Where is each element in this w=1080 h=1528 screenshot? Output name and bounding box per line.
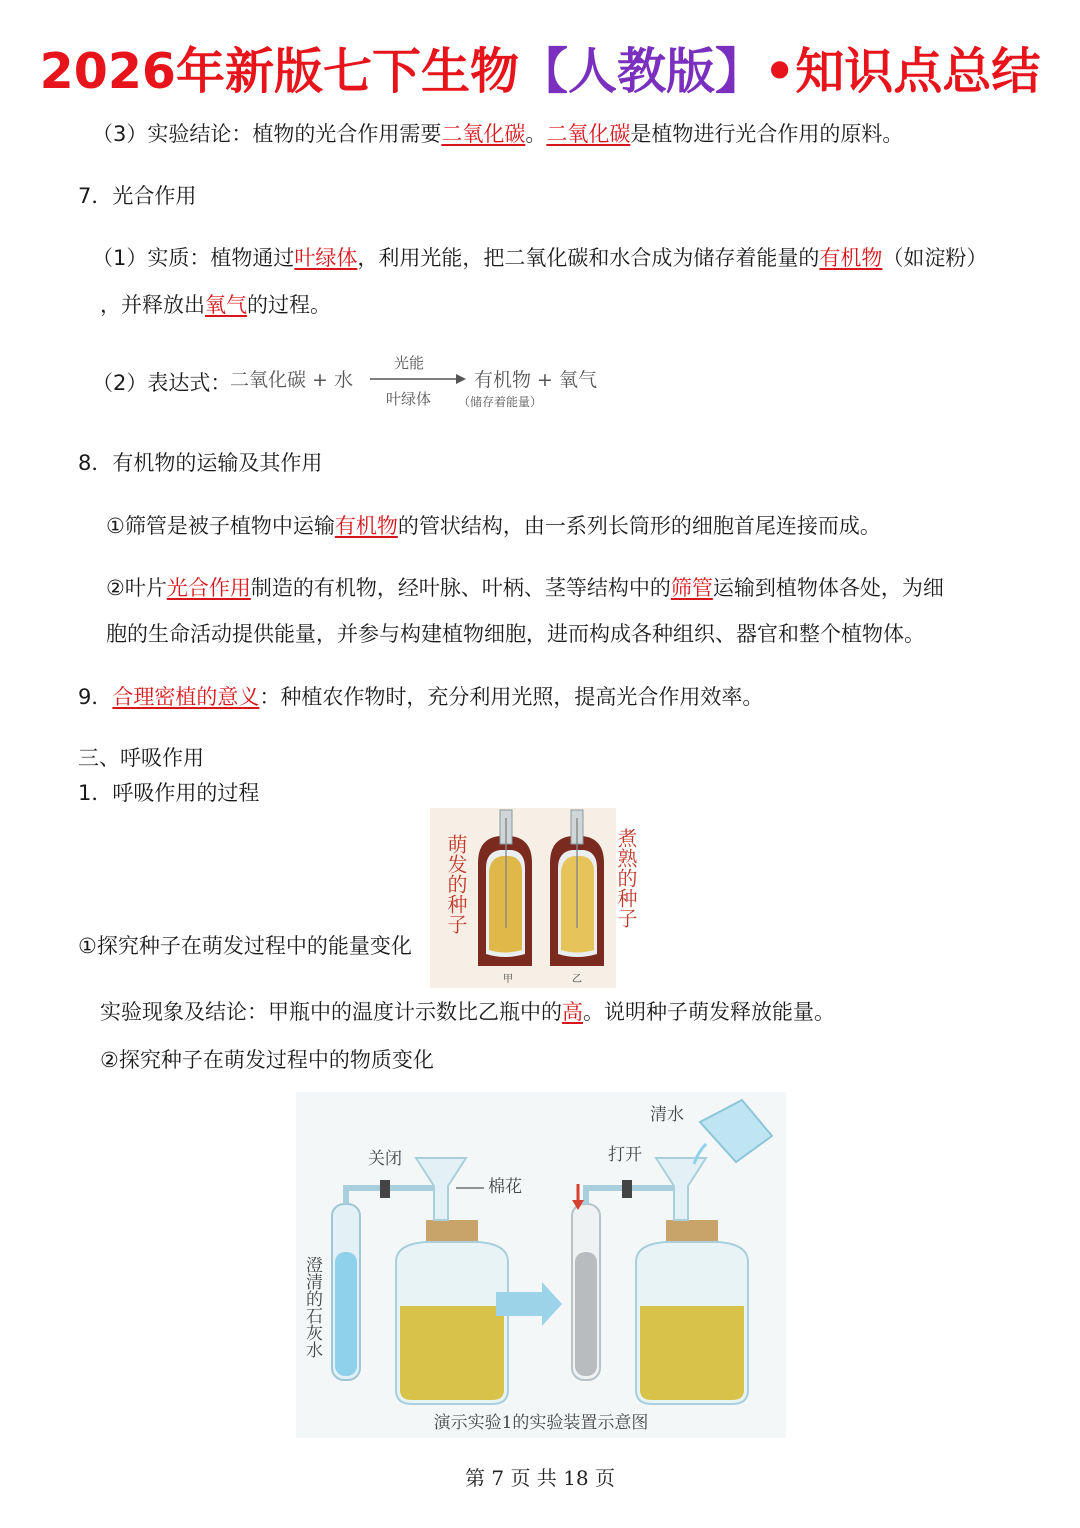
page-number: 第 7 页 共 18 页	[465, 1466, 615, 1490]
formula-condition-chloroplast: 叶绿体	[386, 390, 432, 408]
formula-note: （储存着能量）	[458, 395, 543, 409]
formula-reactants: 二氧化碳 + 水	[230, 369, 353, 391]
label-closed: 关闭	[368, 1149, 402, 1169]
cork-left	[426, 1220, 478, 1244]
part3-subheading: 1．呼吸作用的过程	[78, 781, 260, 805]
keyword: 光合作用	[166, 576, 251, 600]
section9: 9．合理密植的意义：种植农作物时，充分利用光照，提高光合作用效率。	[78, 685, 764, 709]
keyword: 有机物	[334, 514, 398, 538]
seeds-right	[640, 1306, 744, 1400]
keyword: 二氧化碳	[441, 122, 526, 146]
page-title	[0, 36, 1080, 108]
figure-caption: 演示实验1的实验装置示意图	[433, 1413, 649, 1433]
keyword: 合理密植的意义	[112, 685, 260, 709]
experiment1-title: ①探究种子在萌发过程中的能量变化	[78, 934, 412, 958]
bottle-b-label: 乙	[572, 974, 582, 985]
label-germinating-seeds: 萌发的种子	[444, 834, 468, 934]
bottle-a-label: 甲	[503, 974, 513, 985]
label-opened: 打开	[608, 1145, 642, 1165]
part3-heading: 三、呼吸作用	[78, 746, 204, 770]
experiment1-result: 实验现象及结论：甲瓶中的温度计示数比乙瓶中的高。说明种子萌发释放能量。	[100, 1000, 835, 1024]
photosynthesis-formula	[226, 344, 626, 416]
section7-essence-cont: ，并释放出氧气的过程。	[100, 293, 331, 317]
apparatus-figure	[296, 1092, 786, 1438]
valve-open	[622, 1180, 632, 1198]
formula-label: （2）表达式：	[92, 371, 232, 395]
seeds-left	[400, 1306, 504, 1400]
title-part-1: 2026年新版七下生物	[39, 43, 520, 100]
section8-point2: ②叶片光合作用制造的有机物，经叶脉、叶柄、茎等结构中的筛管运输到植物体各处，为细	[106, 576, 944, 600]
keyword: 氧气	[205, 293, 247, 317]
label-lime-water: 澄清的石灰水	[302, 1256, 322, 1358]
lime-water-right	[575, 1252, 597, 1376]
keyword: 叶绿体	[294, 246, 358, 270]
formula-products: 有机物 + 氧气	[474, 369, 597, 391]
formula-condition-light: 光能	[394, 354, 425, 372]
section7-essence: （1）实质：植物通过叶绿体，利用光能，把二氧化碳和水合成为储存着能量的有机物（如淀粉）	[92, 246, 988, 270]
label-water: 清水	[650, 1105, 684, 1125]
section6-conclusion: （3）实验结论：植物的光合作用需要二氧化碳。二氧化碳是植物进行光合作用的原料。	[92, 122, 904, 146]
title-part-2: 【人教版】	[519, 43, 765, 100]
lime-water-left	[335, 1252, 357, 1376]
label-cooked-seeds: 煮熟的种子	[614, 828, 638, 928]
section8-point2-cont: 胞的生命活动提供能量，并参与构建植物细胞，进而构成各种组织、器官和整个植物体。	[106, 622, 925, 646]
valve-closed	[380, 1180, 390, 1198]
formula-arrow-head	[456, 374, 466, 384]
keyword: 二氧化碳	[546, 122, 631, 146]
keyword: 筛管	[670, 576, 713, 600]
keyword: 有机物	[819, 246, 883, 270]
keyword: 高	[562, 1000, 583, 1024]
cork-right	[666, 1220, 718, 1244]
label-cotton: 棉花	[488, 1177, 522, 1197]
section7-heading: 7．光合作用	[78, 184, 197, 208]
title-part-3: •知识点总结	[764, 43, 1041, 100]
experiment2-title: ②探究种子在萌发过程中的物质变化	[100, 1048, 434, 1072]
section8-point1: ①筛管是被子植物中运输有机物的管状结构，由一系列长筒形的细胞首尾连接而成。	[106, 514, 881, 538]
section8-heading: 8．有机物的运输及其作用	[78, 451, 323, 475]
